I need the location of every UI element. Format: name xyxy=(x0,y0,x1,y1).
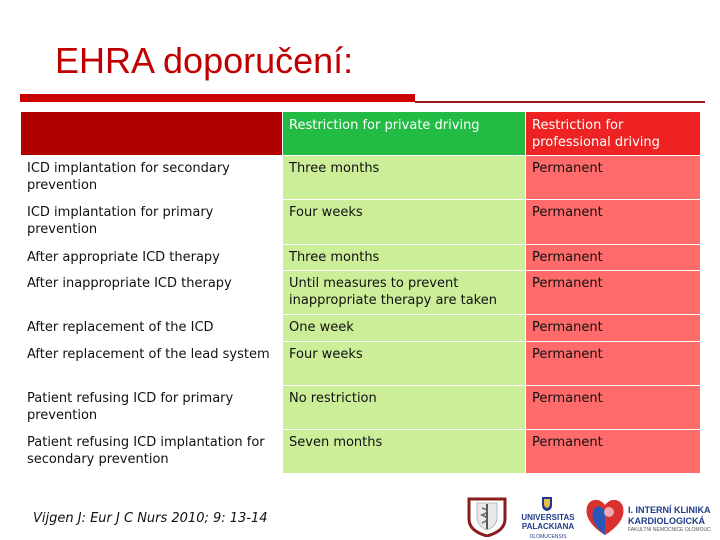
cell-condition: After replacement of the lead system xyxy=(21,342,283,386)
table-row xyxy=(21,315,701,342)
cell-private: Three months xyxy=(283,156,526,200)
cell-professional: Permanent xyxy=(526,245,701,271)
university-name xyxy=(517,513,579,540)
table-row xyxy=(21,200,701,245)
cell-professional: Permanent xyxy=(526,156,701,200)
cell-professional: Permanent xyxy=(526,342,701,386)
cell-professional: Permanent xyxy=(526,430,701,474)
cell-private: Four weeks xyxy=(283,342,526,386)
caduceus-shield-logo xyxy=(465,495,509,537)
cell-condition: After appropriate ICD therapy xyxy=(21,245,283,271)
cell-condition: ICD implantation for secondary prevention xyxy=(21,156,283,200)
table-row xyxy=(21,156,701,200)
table-header-row xyxy=(21,112,701,156)
header-private-driving: Restriction for private driving xyxy=(283,112,526,156)
title-underline-line xyxy=(415,101,705,103)
clinic-line-2: KARDIOLOGICKÁ xyxy=(628,516,705,526)
table-row xyxy=(21,342,701,386)
university-crest-logo xyxy=(541,496,553,512)
clinic-name xyxy=(628,505,720,533)
cell-condition: Patient refusing ICD implantation for secondary prevention xyxy=(21,430,283,474)
cell-condition: After inappropriate ICD therapy xyxy=(21,271,283,315)
cell-private: Until measures to prevent inappropriate therapy are taken xyxy=(283,271,526,315)
cell-condition: Patient refusing ICD for primary prevention xyxy=(21,386,283,430)
cell-private: No restriction xyxy=(283,386,526,430)
cell-private: One week xyxy=(283,315,526,342)
university-logo xyxy=(517,493,579,540)
table-row xyxy=(21,430,701,474)
table-row xyxy=(21,386,701,430)
cell-professional: Permanent xyxy=(526,200,701,245)
citation: Vijgen J: Eur J C Nurs 2010; 9: 13-14 xyxy=(33,511,268,526)
cell-professional: Permanent xyxy=(526,271,701,315)
footer-logos xyxy=(465,493,720,540)
university-subtitle: OLOMUCENSIS xyxy=(529,534,567,540)
table-row xyxy=(21,245,701,271)
table-row xyxy=(21,271,701,315)
cell-professional: Permanent xyxy=(526,386,701,430)
university-name-text: UNIVERSITAS PALACKIANA xyxy=(521,513,575,531)
ehra-restrictions-table xyxy=(20,111,701,474)
cell-private: Three months xyxy=(283,245,526,271)
clinic-line-3: FAKULTNÍ NEMOCNICE OLOMOUC xyxy=(628,527,711,533)
header-condition xyxy=(21,112,283,156)
cell-professional: Permanent xyxy=(526,315,701,342)
clinic-line-1: I. INTERNÍ KLINIKA xyxy=(628,505,711,515)
cell-private: Seven months xyxy=(283,430,526,474)
cell-condition: ICD implantation for primary prevention xyxy=(21,200,283,245)
header-professional-driving: Restriction for professional driving xyxy=(526,112,701,156)
cell-private: Four weeks xyxy=(283,200,526,245)
title-underline-bar xyxy=(20,94,415,102)
cell-condition: After replacement of the ICD xyxy=(21,315,283,342)
slide-title: EHRA doporučení: xyxy=(55,40,354,81)
heart-logo xyxy=(583,495,627,539)
